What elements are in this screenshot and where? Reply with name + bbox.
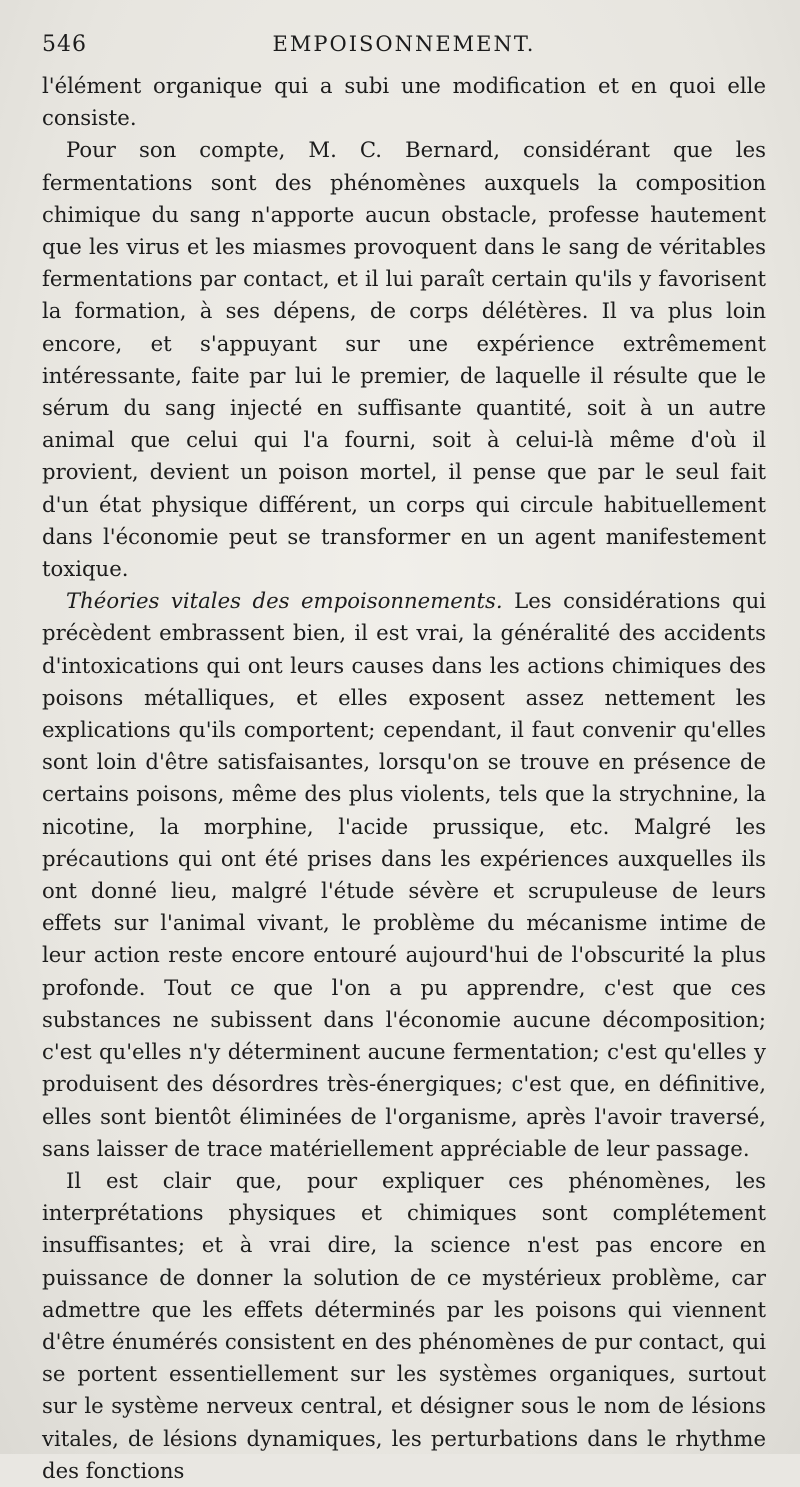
section-lead: Théories vitales des empoisonnements. [66,588,503,614]
paragraph-bernard: Pour son compte, M. C. Bernard, considérant que les fermentations sont des phénomènes auxquels la composition chimique du sang n'apporte aucun obstacle, professe hautement que les virus et les miasmes provoquent dans le sang de véritables fermentations par contact, et il lui paraît certain qu'ils y favorisent la formation, à ses dépens, de corps délétères. Il va plus loin encore, et s'appuyant sur une expérience extrêmement intéressante, faite par lui le premier, de laquelle il résulte que le sérum du sang injecté en suffisante quantité, soit à un autre animal que celui qui l'a fourni, soit à celui-là même d'où il provient, devient un poison mortel, il pense que par le seul fait d'un état physique différent, un corps qui circule habituellement dans l'économie peut se transformer en un agent manifestement toxique. [42,137,766,582]
paragraph-continuation: l'élément organique qui a subi une modification et en quoi elle consiste. [42,73,766,131]
page-header [42,26,766,70]
paragraph-interpretations: Il est clair que, pour expliquer ces phénomènes, les interprétations physiques et chimiques sont complétement insuffisantes; et à vrai dire, la science n'est pas encore en puissance de donner la solution de ce mystérieux problème, car admettre que les effets déterminés par les poisons qui viennent d'être énumérés consistent en des phénomènes de pur contact, qui se portent essentiellement sur les systèmes organiques, surtout sur le système nerveux central, et désigner sous le nom de lésions vitales, de lésions dynamiques, les perturbations dans le rhythme des fonctions [42,1167,766,1483]
body-text [42,70,766,1487]
running-title: EMPOISONNEMENT. [272,32,536,56]
page-number: 546 [42,32,87,57]
section-text: Les considérations qui précèdent embrassent bien, il est vrai, la généralité des accidents d'intoxications qui ont leurs causes dans les actions chimiques des poisons métalliques, et elles exposent assez nettement les explications qu'ils comportent; cependant, il faut convenir qu'elles sont loin d'être satisfaisantes, lorsqu'on se trouve en présence de certains poisons, même des plus violents, tels que la strychnine, la nicotine, la morphine, l'acide prussique, etc. Malgré les précautions qui ont été prises dans les expériences auxquelles ils ont donné lieu, malgré l'étude sévère et scrupuleuse de leurs effets sur l'animal vivant, le problème du mécanisme intime de leur action reste encore entouré aujourd'hui de l'obscurité la plus profonde. Tout ce que l'on a pu apprendre, c'est que ces substances ne subissent dans l'économie aucune décomposition; c'est qu'elles n'y déterminent aucune fermentation; c'est qu'elles y produisent des désordres très-énergiques; c'est que, en définitive, elles sont bientôt éliminées de l'organisme, après l'avoir traversé, sans laisser de trace matériellement appréciable de leur passage. [42,588,766,1161]
paragraph-theories-vitales [42,585,766,1165]
